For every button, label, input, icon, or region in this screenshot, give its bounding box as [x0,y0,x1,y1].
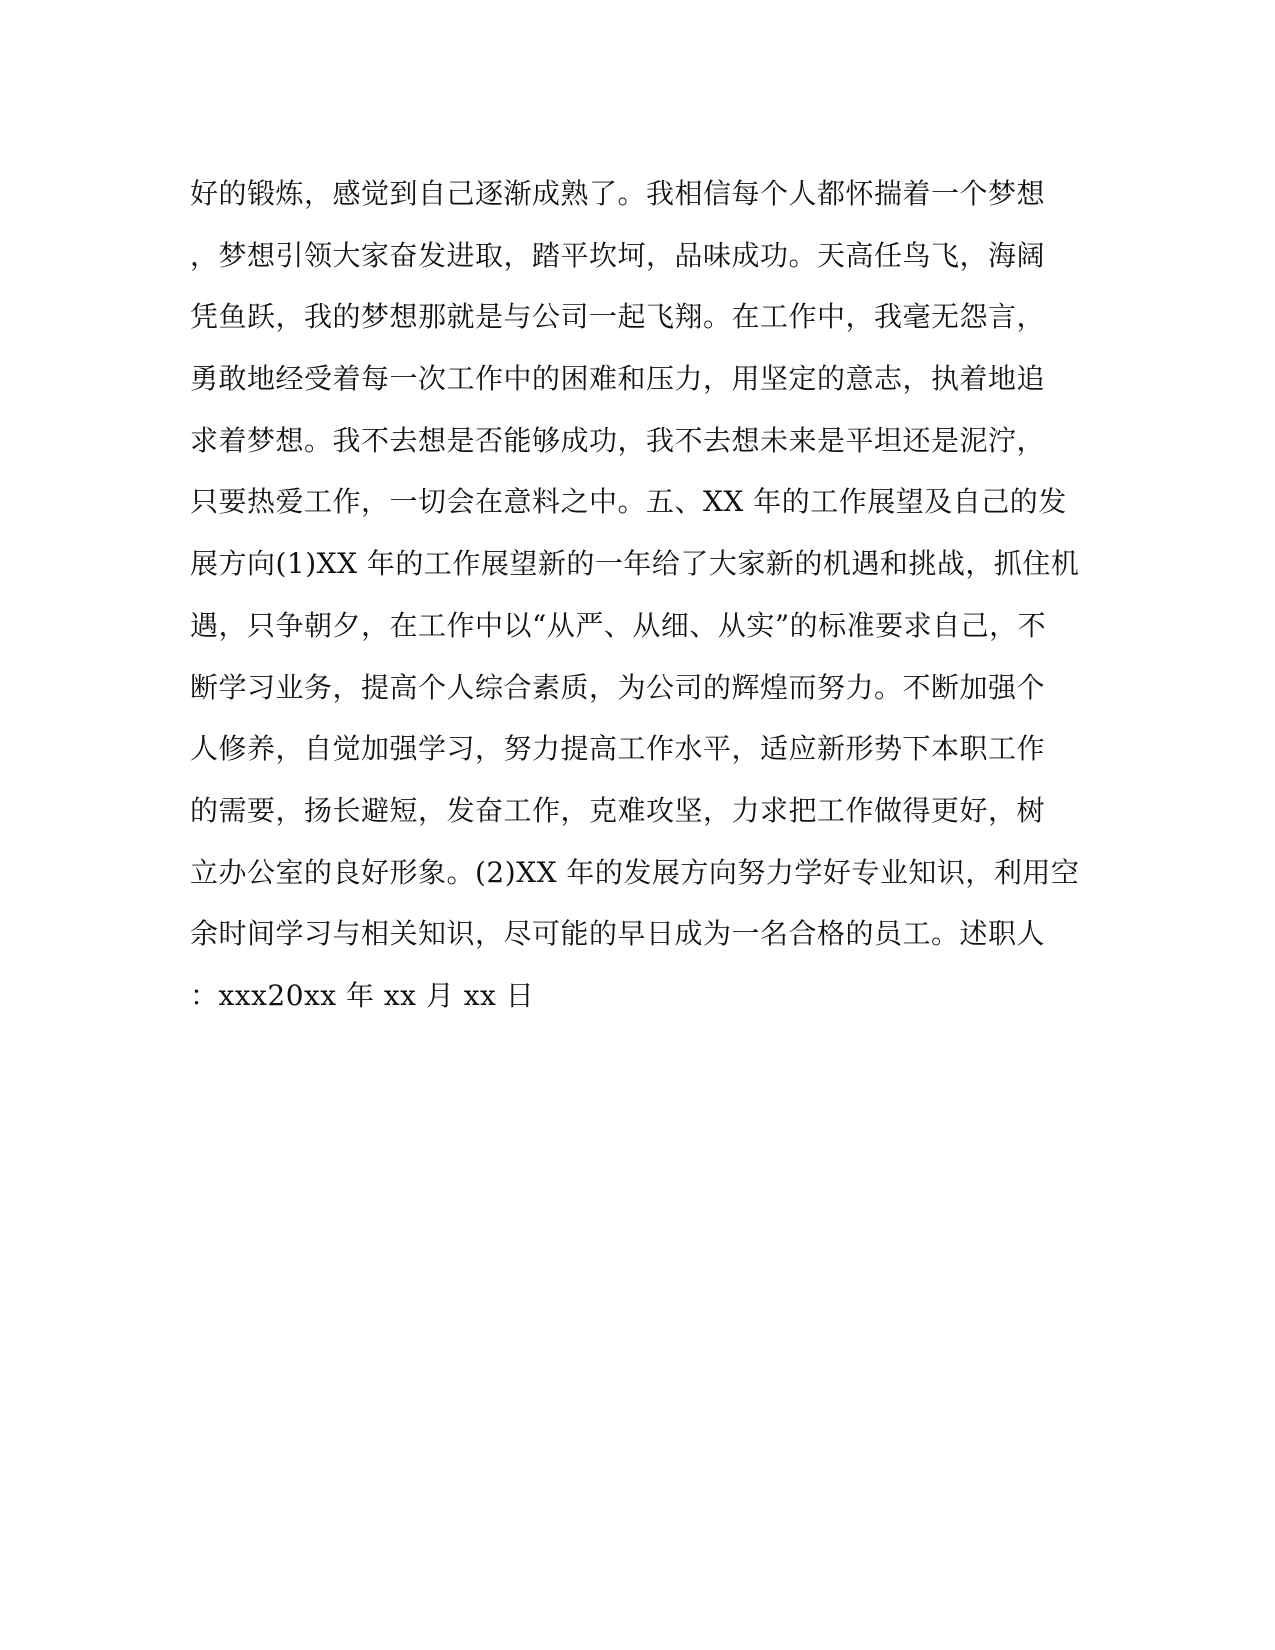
text-line: 余时间学习与相关知识，尽可能的早日成为一名合格的员工。述职人 [190,917,1046,951]
text-line: 求着梦想。我不去想是否能够成功，我不去想未来是平坦还是泥泞， [190,423,1046,457]
text-line: 人修养，自觉加强学习，努力提高工作水平，适应新形势下本职工作 [190,732,1046,766]
text-line: 的需要，扬长避短，发奋工作，克难攻坚，力求把工作做得更好，树 [190,793,1046,827]
text-line: 展方向(1)XX 年的工作展望新的一年给了大家新的机遇和挑战，抓住机 [190,547,1080,581]
text-line: 只要热爱工作，一切会在意料之中。五、XX 年的工作展望及自己的发 [190,485,1067,519]
text-line: 凭鱼跃，我的梦想那就是与公司一起飞翔。在工作中，我毫无怨言， [190,300,1046,334]
signature-line: ：xxx20xx 年 xx 月 xx 日 [190,978,535,1012]
text-line: 遇，只争朝夕，在工作中以“从严、从细、从实”的标准要求自己，不 [190,608,1047,642]
text-line: ，梦想引领大家奋发进取，踏平坎坷，品味成功。天高任鸟飞，海阔 [190,238,1046,272]
text-line: 立办公室的良好形象。(2)XX 年的发展方向努力学好专业知识，利用空 [190,855,1080,889]
body-text [190,163,1090,1027]
text-line: 勇敢地经受着每一次工作中的困难和压力，用坚定的意志，执着地追 [190,362,1046,396]
text-line: 断学习业务，提高个人综合素质，为公司的辉煌而努力。不断加强个 [190,670,1046,704]
text-line: 好的锻炼，感觉到自己逐渐成熟了。我相信每个人都怀揣着一个梦想 [190,177,1046,210]
